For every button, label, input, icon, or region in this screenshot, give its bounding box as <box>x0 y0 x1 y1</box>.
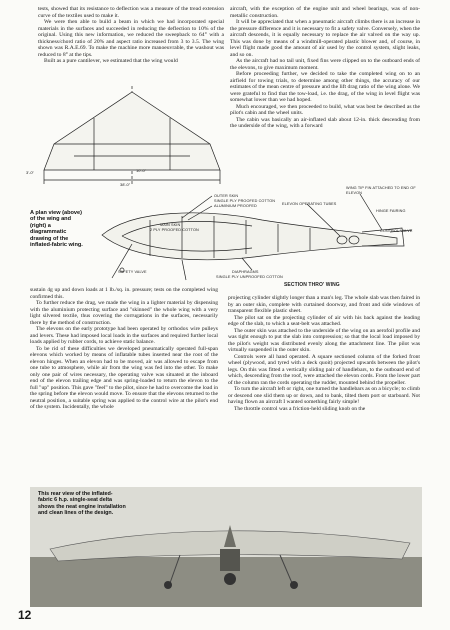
single-ply-label: SINGLE PLY PROOFED COTTON <box>214 199 276 203</box>
paragraph: It will be appreciated that when a pneumatic aircraft climbs there is an increase in the pressure difference and it is necessary to fit a safety valve. Conversely, when the aircraft descends, it is equally necessary to replace the air valved on the way up. This was done by means of a windmill-operated plastic blower and, of course, in level flight made good the amount of air used by the control system, slight leaks, and so on. <box>230 19 420 58</box>
paragraph: projecting cylinder slightly longer than a man's leg. The whole slab was then faired in by an outer skin, complete with curtained doorway, and front and side windows of transparent flexible plastic sheet. <box>228 295 420 314</box>
paragraph: aircraft, with the exception of the engine unit and wheel bearings, was of non-metallic construction. <box>230 6 420 19</box>
aircraft-photo <box>30 487 422 607</box>
paragraph: To be rid of these difficulties we developed pneumatically operated full-span elevons which worked by means of inflatable tubes inserted near the root of the elevon hinges. When an elevon had to be moved, air was allowed to escape from one tube to atmosphere, while air from the wing was fed into the other. To make only one pair of wires necessary, the operating valve was situated at the inboard end of the elevon trailing edge and was spring-loaded to return the elevon to the full "up" position. This gave "feel" to the pilot, since he had to overcome the load in the spring before the elevon would move. To ensure that the elevons returned to the neutral position, a suitable spring was applied to the control wire at the pilot's end of the system. Incidentally, the whole <box>30 345 218 410</box>
control-valve-label: CONTROL VALVE <box>380 229 413 233</box>
paragraph: The pilot sat on the projecting cylinder of air with his back against the leading edge of the slab, to which a seat-belt was attached. <box>228 314 420 327</box>
aluminium-label: ALUMINIUM PROOFED <box>214 204 257 208</box>
unproofed-label: SINGLE PLY UNPROOFED COTTON <box>216 275 283 279</box>
elevon-tubes-label: ELEVON OPERATING TUBES <box>282 202 337 206</box>
span-dimension: 38'-0" <box>120 182 131 187</box>
paragraph: We were then able to build a beam in which we had incorporated special materials in the surfaces and succeeded in reducing the deflection to 10% of the original. Using this new information, we reduced the sweepback to 64° with a thickness/chord ratio of 20% and aspect ratio increased from 3 to 3.5. The wing shown was R.A.E.69. To make the machine more manoeuvrable, the washout was reduced to 8° at the tips. <box>38 19 224 58</box>
paragraph: sustain 4g up and down loads at 1 lb./sq. in. pressure; tests on the completed wing confirmed this. <box>30 287 218 300</box>
column-d <box>228 295 420 412</box>
paragraph: tests, showed that its resistance to deflection was a measure of the tread extension curve of the textiles used to make it. <box>38 6 224 19</box>
section-title: SECTION THRO' WING <box>284 282 340 288</box>
paragraph: The outer skin was attached to the underside of the wing on an aerofoil profile and was tight enough to put the slab into compression; so that the local load imposed by the pilot's weight was distributed evenly along the attachment line. The pilot was virtually suspended in the outer skin. <box>228 327 420 353</box>
safety-valve-label: SAFETY VALVE <box>118 270 147 274</box>
paragraph: Much encouraged, we then proceeded to build, what was best be described as the pilot's cabin and the wheel units. <box>230 103 420 116</box>
tip-dimension: 3'-0" <box>26 170 34 175</box>
paragraph: To further reduce the drag, we made the wing in a lighter material by dispensing with the aluminium protecting surface and "skinned" the whole wing with a very light silvered textile, thus covering the corrugations in the surfaces, necessarily there by the method of construction. <box>30 300 218 326</box>
photo-caption: This rear view of the inflated-fabric 6 h.p. single-seat delta shows the neat engine installation and clean lines of the design. <box>38 491 126 516</box>
wing-tip-fin-label: WING TIP FIN ATTACHED TO END OF ELEVON <box>346 186 416 195</box>
outer-skin-label: OUTER SKIN <box>214 194 239 198</box>
paragraph: To turn the aircraft left or right, one turned the handlebars as on a bicycle; to climb or descend one slid them up or down, and to bank, tilted them port or starboard. Not having flown an aircraft I wanted something fairly simple! <box>228 386 420 405</box>
paragraph: Built as a pure cantilever, we estimated that the wing would <box>44 58 178 64</box>
two-ply-label: 2 PLY PROOFED COTTON <box>150 228 199 232</box>
diaphragms-label: DIAPHRAGMS <box>232 270 259 274</box>
paragraph: The throttle control was a friction-held sliding knob on the <box>234 405 366 412</box>
paragraph: Before proceeding further, we decided to take the completed wing on to an airfield for towing trials, to determine among other things, the accuracy of our estimates of the mean centre of pressure and the lift drag ratio of the wing alone. We were grateful to find that the tow-load, i.e. the drag, of the wing in level flight was somewhat lower than we had hoped. <box>230 71 420 103</box>
paragraph: The cabin was basically an air-inflated slab about 12-in. thick descending from the underside of the wing, with a forward <box>230 116 420 129</box>
root-dimension: 10'-0" <box>136 168 147 173</box>
paragraph: As the aircraft had no tail unit, fixed fins were clipped on to the outboard ends of the elevons, to give maximum moment. <box>230 58 420 71</box>
main-skin-label: MAIN SKIN <box>160 223 181 227</box>
figure-caption: A plan view (above) of the wing and (right) a diagrammatic drawing of the inflated-fabric wing. <box>30 210 83 249</box>
column-a <box>38 6 224 65</box>
column-c <box>30 287 218 411</box>
paragraph: The elevons on the early prototype had been operated by orthodox wire pulleys and levers. These had imposed local loads in the surfaces and required further local loads applied by rubber cords, to achieve static balance. <box>30 326 218 345</box>
paragraph: Controls were all hand operated. A square sectioned column of the forked front wheel (plywood, and tyred with a deck quoit) projected upwards between the pilot's legs. On this was fitted a vertically sliding pair of handlebars, to the outboard end of which, descending from the roof, were attached the elevon cords. From the lower part of the column ran the cords operating the rudder, mounted behind the propeller. <box>228 353 420 386</box>
hinge-fairing-label: HINGE FAIRING <box>376 209 406 213</box>
page-number: 12 <box>18 608 32 622</box>
column-b <box>230 6 420 130</box>
